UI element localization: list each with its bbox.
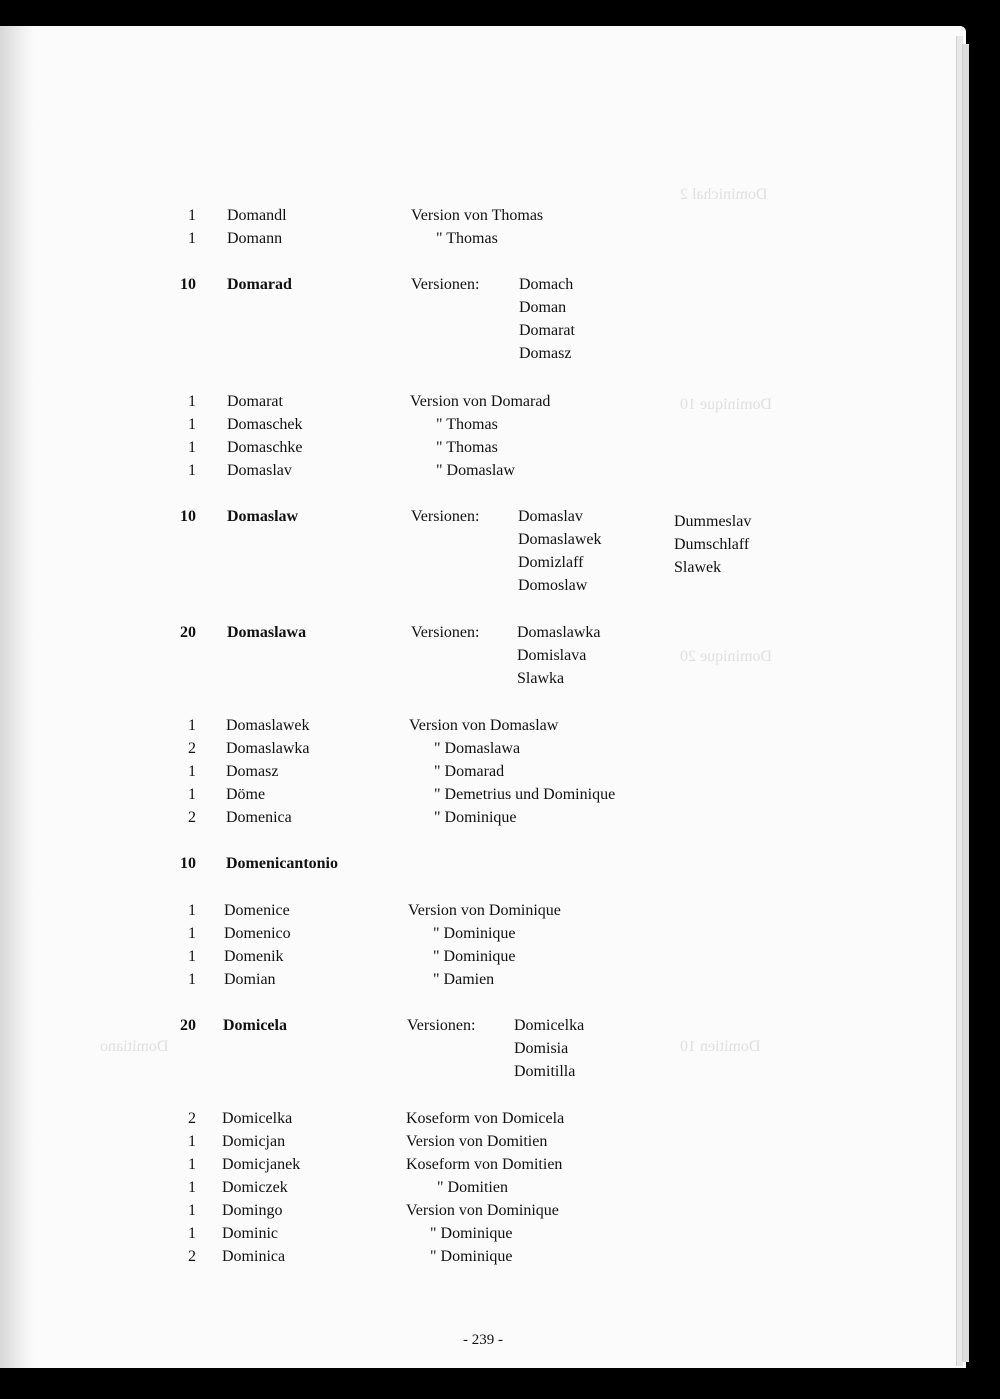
entry-count: 10 (180, 855, 196, 872)
entry-row (0, 806, 966, 829)
entry-count: 1 (188, 1225, 196, 1242)
entry-name: Domann (227, 230, 283, 247)
entry-name: Domicelka (222, 1110, 293, 1127)
entry-row (0, 922, 966, 945)
entry-description: Versionen: (411, 508, 480, 525)
variant: Domaslawka (517, 624, 601, 641)
entry-row (0, 204, 966, 227)
variant: Domisia (514, 1040, 569, 1057)
entry-description: " Dominique (434, 809, 517, 826)
entry-name: Domenicantonio (226, 855, 338, 872)
entry-row (0, 1245, 966, 1268)
variant: Domarat (519, 322, 575, 339)
entry-name: Domaschke (227, 439, 303, 456)
entry-name: Domian (224, 971, 276, 988)
entry-name: Domicela (223, 1017, 287, 1034)
entry-name: Domarad (227, 276, 292, 293)
show-through-text: Dominique 10 (680, 396, 772, 413)
entry-name: Dominica (222, 1248, 286, 1265)
entry-description: Versionen: (411, 624, 480, 641)
entry-row (0, 945, 966, 968)
entry-count: 1 (188, 439, 196, 456)
entry-count: 10 (180, 276, 196, 293)
entry-description: Version von Thomas (411, 207, 544, 224)
entry-name: Döme (226, 786, 266, 803)
entry-row (0, 783, 966, 806)
entry-description: " Dominique (433, 925, 516, 942)
variant: Dumschlaff (674, 536, 750, 553)
entry-count: 20 (180, 624, 196, 641)
entry-count: 20 (180, 1017, 196, 1034)
entry-row (0, 714, 966, 737)
entry-count: 1 (188, 717, 196, 734)
variant: Domicelka (514, 1017, 585, 1034)
entry-name: Dominic (222, 1225, 278, 1242)
entry-count: 1 (188, 786, 196, 803)
entry-description: Version von Dominique (408, 902, 561, 919)
variant: Domizlaff (518, 554, 584, 571)
entry-name: Domasz (226, 763, 279, 780)
entry-row (0, 459, 966, 482)
entry-name: Domenico (224, 925, 291, 942)
page-number: - 239 - (463, 1332, 503, 1348)
entry-name: Domaslav (227, 462, 292, 479)
entry-description: Koseform von Domitien (406, 1156, 563, 1173)
entry-name: Domenik (224, 948, 284, 965)
entry-description: Koseform von Domicela (406, 1110, 565, 1127)
entry-name: Domaslaw (227, 508, 299, 525)
entry-description: Version von Dominique (406, 1202, 559, 1219)
entry-name: Domaschek (227, 416, 303, 433)
entry-row (0, 899, 966, 922)
entry-description: " Dominique (433, 948, 516, 965)
entry-count: 1 (188, 393, 196, 410)
entry-name: Domicjanek (222, 1156, 301, 1173)
entry-name: Domaslawka (226, 740, 310, 757)
entry-row (0, 1176, 966, 1199)
entry-count: 1 (188, 1156, 196, 1173)
entry-description: " Domarad (434, 763, 505, 780)
entry-count: 1 (188, 763, 196, 780)
entry-description: " Thomas (436, 230, 498, 247)
entry-description: Version von Domitien (406, 1133, 548, 1150)
entry-row (0, 1153, 966, 1176)
entry-description: " Domaslawa (434, 740, 521, 757)
entry-description: Versionen: (411, 276, 480, 293)
entry-count: 2 (188, 1248, 196, 1265)
variant: Slawka (517, 670, 565, 687)
entry-count: 1 (188, 207, 196, 224)
document-page (0, 26, 966, 1368)
entry-count: 1 (188, 462, 196, 479)
variant: Domislava (517, 647, 587, 664)
entry-count: 1 (188, 925, 196, 942)
entry-name: Domenice (224, 902, 290, 919)
entry-name: Domaslawa (227, 624, 307, 641)
entry-row (0, 1130, 966, 1153)
entry-row (0, 505, 966, 594)
entry-description: " Demetrius und Dominique (434, 786, 616, 803)
entry-description: " Dominique (430, 1248, 513, 1265)
variant: Doman (519, 299, 567, 316)
entry-row (0, 227, 966, 250)
entry-description: " Damien (433, 971, 495, 988)
entry-row (0, 390, 966, 413)
variant: Dummeslav (674, 513, 752, 530)
variant: Domaslav (518, 508, 583, 525)
entry-description: " Thomas (436, 416, 498, 433)
entry-row (0, 1107, 966, 1130)
entry-name: Domingo (222, 1202, 283, 1219)
show-through-text: Domitiano (100, 1038, 169, 1055)
entry-row (0, 413, 966, 436)
entry-count: 1 (188, 1179, 196, 1196)
entry-description: " Thomas (436, 439, 498, 456)
entry-name: Domiczek (222, 1179, 288, 1196)
entry-name: Domaslawek (226, 717, 310, 734)
entry-count: 2 (188, 1110, 196, 1127)
entry-description: " Dominique (430, 1225, 513, 1242)
show-through-text: Dominique 20 (680, 648, 772, 665)
entry-row (0, 1199, 966, 1222)
entry-name: Domandl (227, 207, 287, 224)
entry-count: 10 (180, 508, 196, 525)
variant: Domitilla (514, 1063, 576, 1080)
entry-count: 1 (188, 902, 196, 919)
page-edge (962, 44, 969, 1362)
entry-row (0, 436, 966, 459)
show-through-text: Dominichal 2 (680, 186, 768, 203)
entry-description: Versionen: (407, 1017, 476, 1034)
entry-count: 1 (188, 1202, 196, 1219)
entry-row (0, 968, 966, 991)
variant: Domaslawek (518, 531, 602, 548)
entry-row (0, 1222, 966, 1245)
entry-description: Version von Domaslaw (409, 717, 559, 734)
entry-count: 1 (188, 416, 196, 433)
entry-row (0, 760, 966, 783)
entry-description: Version von Domarad (410, 393, 551, 410)
show-through-text: Domitien 10 (680, 1038, 761, 1055)
entry-name: Domarat (227, 393, 283, 410)
entry-name: Domenica (226, 809, 292, 826)
entry-count: 1 (188, 1133, 196, 1150)
entry-count: 2 (188, 809, 196, 826)
variant: Domoslaw (518, 577, 588, 594)
variant: Domasz (519, 345, 572, 362)
entry-count: 1 (188, 948, 196, 965)
entry-count: 2 (188, 740, 196, 757)
entry-row (0, 737, 966, 760)
variant: Domach (519, 276, 574, 293)
entry-name: Domicjan (222, 1133, 286, 1150)
entry-row (0, 273, 966, 362)
entry-count: 1 (188, 971, 196, 988)
variant: Slawek (674, 559, 722, 576)
entry-row (0, 852, 966, 875)
entry-count: 1 (188, 230, 196, 247)
entry-description: " Domitien (437, 1179, 508, 1196)
entry-description: " Domaslaw (436, 462, 515, 479)
